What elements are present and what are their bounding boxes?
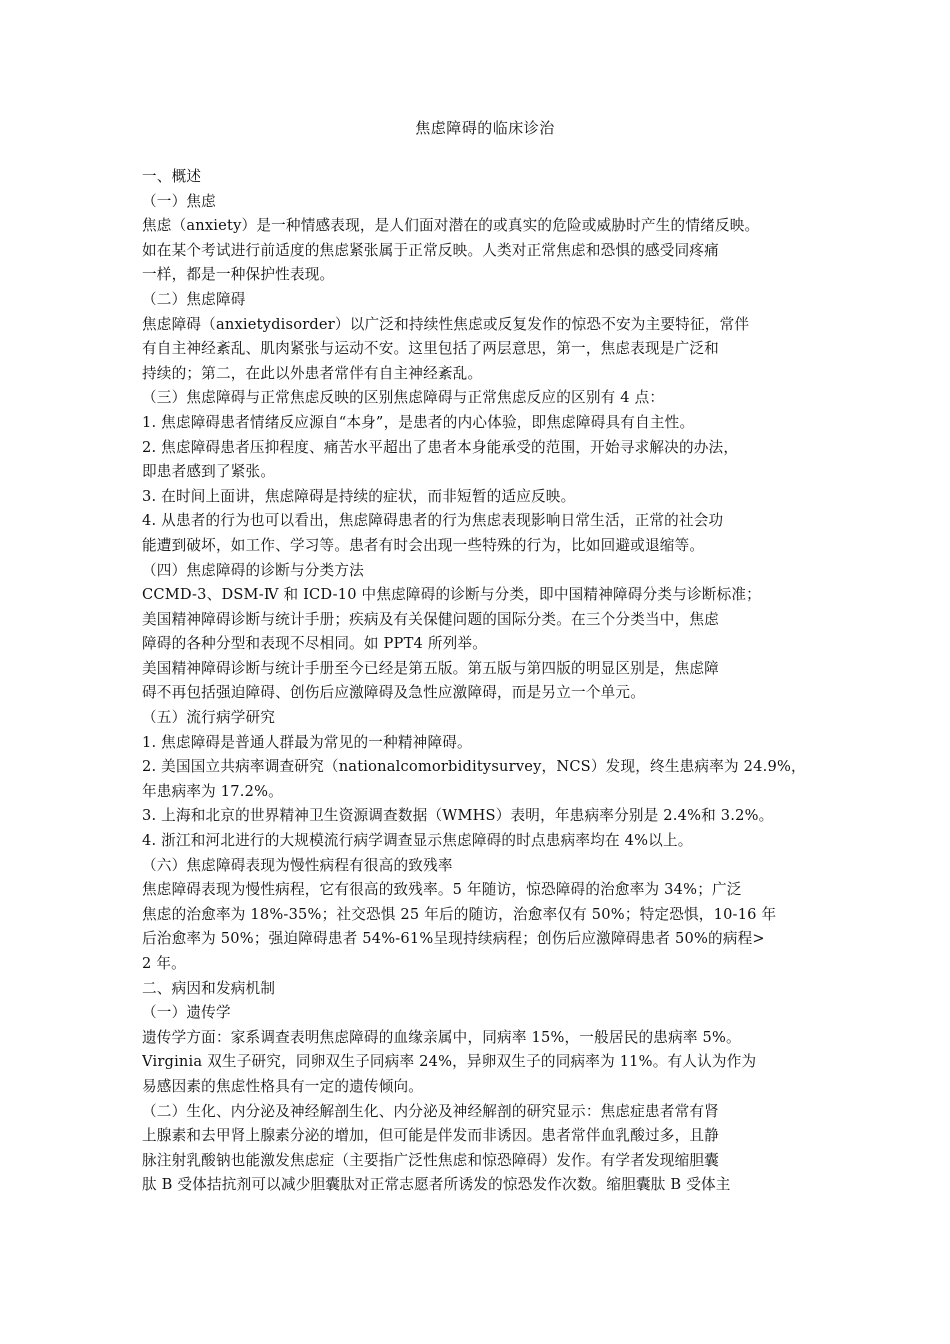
text-line: 1. 焦虑障碍是普通人群最为常见的一种精神障碍。 xyxy=(142,733,472,751)
text-line: （三）焦虑障碍与正常焦虑反映的区别焦虑障碍与正常焦虑反应的区别有 4 点： xyxy=(142,389,665,407)
text-line: 焦虑障碍（anxietydisorder）以广泛和持续性焦虑或反复发作的惊恐不安为主要特征，常伴 xyxy=(142,315,750,333)
text-line: 3. 在时间上面讲，焦虑障碍是持续的症状，而非短暂的适应反映。 xyxy=(142,487,576,505)
text-line: 2 年。 xyxy=(142,955,186,972)
text-line: （二）焦虑障碍 xyxy=(142,290,246,308)
text-line: 肽 B 受体拮抗剂可以减少胆囊肽对正常志愿者所诱发的惊恐发作次数。缩胆囊肽 B 受体主 xyxy=(142,1176,731,1194)
text-line: 障碍的各种分型和表现不尽相同。如 PPT4 所列举。 xyxy=(142,635,488,653)
text-line: （二）生化、内分泌及神经解剖生化、内分泌及神经解剖的研究显示：焦虑症患者常有肾 xyxy=(142,1102,719,1120)
text-line: 即患者感到了紧张。 xyxy=(142,463,276,481)
document-body xyxy=(142,165,828,1198)
text-line: 一样，都是一种保护性表现。 xyxy=(142,266,335,284)
text-line: 4. 从患者的行为也可以看出，焦虑障碍患者的行为焦虑表现影响日常生活，正常的社会功 xyxy=(142,512,724,530)
text-line: 1. 焦虑障碍患者情绪反应源自“本身”，是患者的内心体验，即焦虑障碍具有自主性。 xyxy=(142,413,695,431)
text-line: 持续的；第二，在此以外患者常伴有自主神经紊乱。 xyxy=(142,364,483,382)
text-line: 焦虑（anxiety）是一种情感表现，是人们面对潜在的或真实的危险或威胁时产生的情绪反映。 xyxy=(142,217,760,235)
text-line: 后治愈率为 50%；强迫障碍患者 54%-61%呈现持续病程；创伤后应激障碍患者 50%的病程> xyxy=(142,930,765,948)
text-line: 2. 美国国立共病率调查研究（nationalcomorbiditysurvey，NCS）发现，终生患病率为 24.9%， xyxy=(142,758,806,776)
text-line: 上腺素和去甲肾上腺素分泌的增加，但可能是伴发而非诱因。患者常伴血乳酸过多，且静 xyxy=(142,1127,719,1145)
text-line: 如在某个考试进行前适度的焦虑紧张属于正常反映。人类对正常焦虑和恐惧的感受同疼痛 xyxy=(142,241,719,259)
text-line: 焦虑障碍表现为慢性病程，它有很高的致残率。5 年随访，惊恐障碍的治愈率为 34%；广泛 xyxy=(142,881,742,899)
text-line: 脉注射乳酸钠也能激发焦虑症（主要指广泛性焦虑和惊恐障碍）发作。有学者发现缩胆囊 xyxy=(142,1151,719,1169)
text-line: 二、病因和发病机制 xyxy=(142,979,276,997)
text-line: 能遭到破坏，如工作、学习等。患者有时会出现一些特殊的行为，比如回避或退缩等。 xyxy=(142,536,705,554)
text-line: 有自主神经紊乱、肌肉紧张与运动不安。这里包括了两层意思，第一，焦虑表现是广泛和 xyxy=(142,340,719,358)
text-line: 遗传学方面：家系调查表明焦虑障碍的血缘亲属中，同病率 15%，一般居民的患病率 5%。 xyxy=(142,1028,741,1046)
text-line: 焦虑的治愈率为 18%-35%；社交恐惧 25 年后的随访，治愈率仅有 50%；特定恐惧，10-16 年 xyxy=(142,905,777,923)
text-line: 一、概述 xyxy=(142,168,202,185)
text-line: （一）遗传学 xyxy=(142,1004,231,1022)
text-line: CCMD-3、DSM-Ⅳ 和 ICD-10 中焦虑障碍的诊断与分类，即中国精神障碍分类与诊断标准； xyxy=(142,586,761,604)
text-line: 4. 浙江和河北进行的大规模流行病学调查显示焦虑障碍的时点患病率均在 4%以上。 xyxy=(142,832,693,850)
text-line: 3. 上海和北京的世界精神卫生资源调查数据（WMHS）表明，年患病率分别是 2.4%和 3.2%。 xyxy=(142,807,774,825)
document-title: 焦虑障碍的临床诊治 xyxy=(415,119,555,137)
text-line: Virginia 双生子研究，同卵双生子同病率 24%，异卵双生子的同病率为 11%。有人认为作为 xyxy=(142,1053,757,1071)
text-line: （六）焦虑障碍表现为慢性病程有很高的致残率 xyxy=(142,856,453,874)
text-line: （一）焦虑 xyxy=(142,192,216,210)
text-line: 碍不再包括强迫障碍、创伤后应激障碍及急性应激障碍，而是另立一个单元。 xyxy=(142,684,645,702)
text-line: 易感因素的焦虑性格具有一定的遗传倾向。 xyxy=(142,1077,424,1095)
text-line: 美国精神障碍诊断与统计手册至今已经是第五版。第五版与第四版的明显区别是，焦虑障 xyxy=(142,659,719,677)
text-line: 美国精神障碍诊断与统计手册；疾病及有关保健问题的国际分类。在三个分类当中，焦虑 xyxy=(142,610,719,628)
text-line: （四）焦虑障碍的诊断与分类方法 xyxy=(142,561,364,579)
text-line: 年患病率为 17.2%。 xyxy=(142,782,283,800)
text-line: 2. 焦虑障碍患者压抑程度、痛苦水平超出了患者本身能承受的范围，开始寻求解决的办法， xyxy=(142,438,739,456)
text-line: （五）流行病学研究 xyxy=(142,709,276,727)
